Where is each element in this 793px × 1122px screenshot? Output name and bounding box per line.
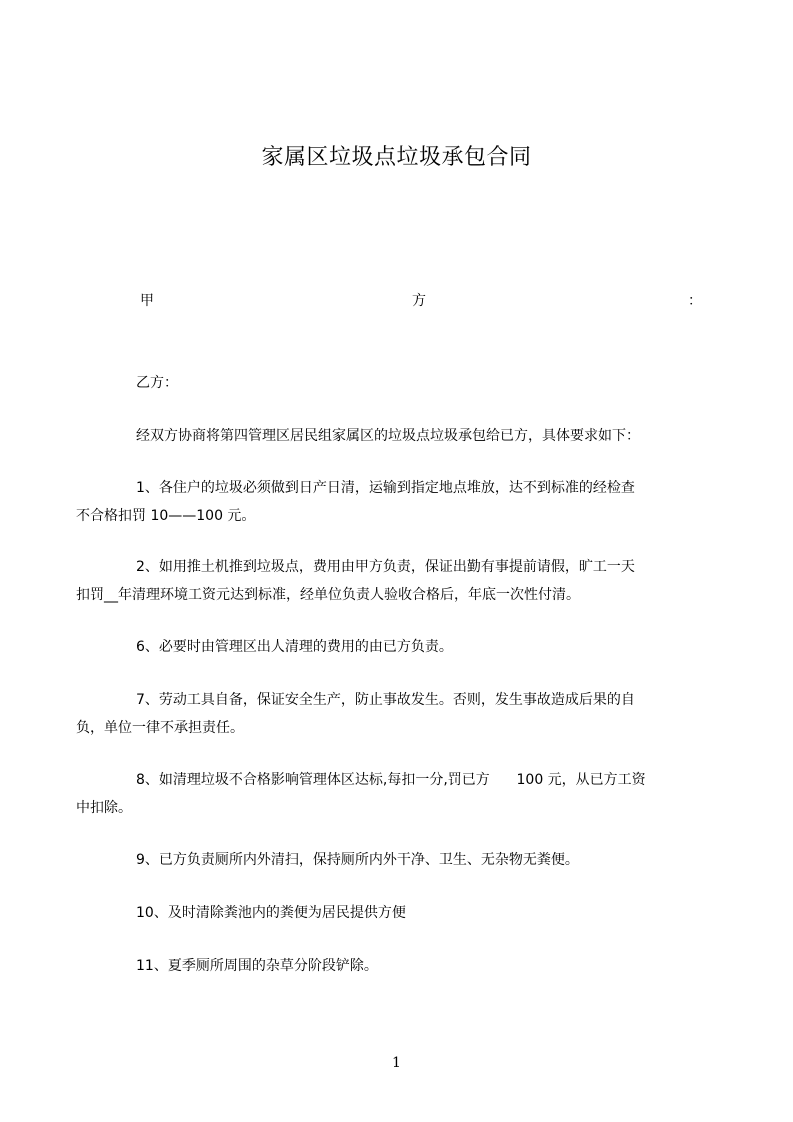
paragraph-line: 经双方协商将第四管理区居民组家属区的垃圾点垃圾承包给已方，具体要求如下： [136,428,640,444]
paragraph-line: 扣罚__年清理环境工资元达到标准，经单位负责人验收合格后，年底一次性付清。 [76,587,580,603]
paragraph-item-7 [76,686,712,742]
document-title: 家属区垃圾点垃圾承包合同 [261,145,532,170]
party-a-colon: ： [688,293,702,309]
paragraph-item-2 [76,553,712,609]
party-a-line [140,290,702,312]
paragraph-line: 2、如用推土机推到垃圾点，费用由甲方负责，保证出勤有事提前请假，旷工一天 [136,559,635,575]
party-b-line: 乙方： [136,375,178,391]
paragraph-line: 7、劳动工具自备，保证安全生产，防止事故发生。否则，发生事故造成后果的自 [136,692,635,708]
paragraph-line: 9、已方负责厕所内外清扫，保持厕所内外干净、卫生、无杂物无粪便。 [136,852,579,868]
page-number: 1 [392,1055,401,1071]
party-a-char-fang: 方 [412,293,426,309]
paragraph-item-10 [106,899,712,927]
paragraph-line: 负，单位一律不承担责任。 [76,720,244,736]
paragraph-line: 1、各住户的垃圾必须做到日产日清，运输到指定地点堆放，达不到标准的经检查 [136,480,635,496]
paragraph-item-1 [76,474,712,530]
party-a-char-jia: 甲 [140,293,154,309]
paragraph-line: 10、及时清除粪池内的粪便为居民提供方便 [136,905,406,921]
paragraph-line: 11、夏季厕所周围的杂草分阶段铲除。 [136,958,378,974]
paragraph-line: 不合格扣罚 10——100 元。 [76,508,256,524]
paragraph-intro [106,422,712,450]
paragraph-item-11 [106,952,712,980]
paragraph-line: 8、如清理垃圾不合格影响管理体区达标,每扣一分,罚已方 100 元，从已方工资 [136,772,646,788]
paragraph-line: 6、必要时由管理区出人清理的费用的由已方负责。 [136,639,453,655]
paragraph-item-6 [106,633,712,661]
paragraph-line: 中扣除。 [76,800,132,816]
paragraph-item-8 [76,766,712,822]
paragraph-item-9 [106,846,712,874]
